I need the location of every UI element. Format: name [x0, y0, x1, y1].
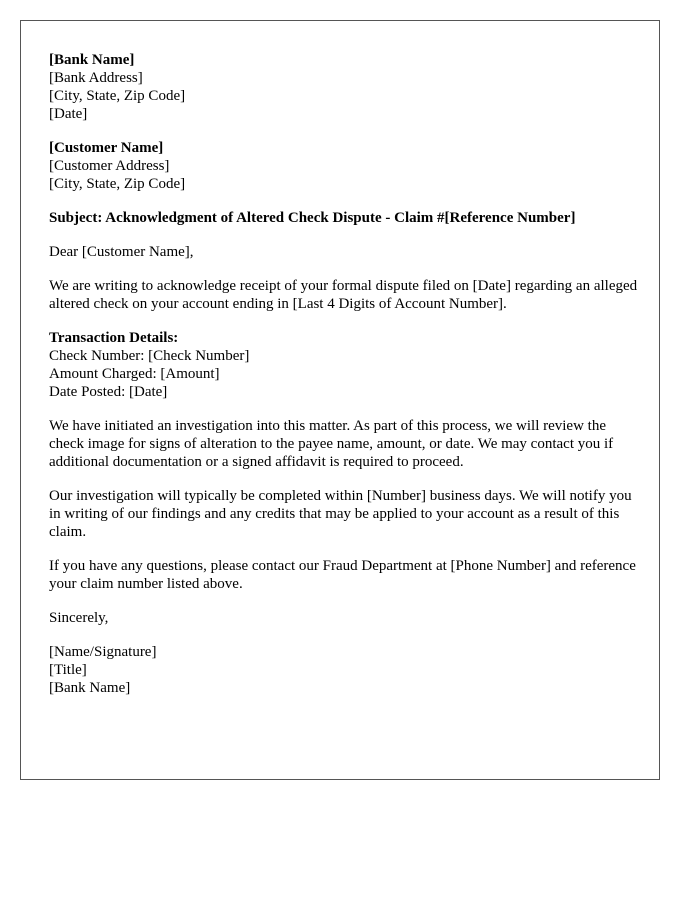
- paragraph-acknowledgment: We are writing to acknowledge receipt of your formal dispute filed on [Date] regarding an alleged altered check on your account ending in [Last 4 Digits of Account Number].: [49, 278, 638, 312]
- paragraph-timeline: Our investigation will typically be completed within [Number] business days. We will notify you in writing of our findings and any credits that may be applied to your account as a result of this claim.: [49, 488, 632, 540]
- sender-name: [Bank Name]: [49, 52, 135, 68]
- paragraph-investigation: We have initiated an investigation into this matter. As part of this process, we will review the check image for signs of alteration to the payee name, amount, or date. We may contact you if additional documentation or a signed affidavit is required to proceed.: [49, 418, 614, 470]
- subject-line: Subject: Acknowledgment of Altered Check Dispute - Claim #[Reference Number]: [49, 210, 576, 226]
- sender-city-state-zip: [City, State, Zip Code]: [49, 88, 186, 104]
- transaction-details: [49, 329, 639, 401]
- letter-date: [Date]: [49, 106, 88, 122]
- transaction-amount: Amount Charged: [Amount]: [49, 366, 220, 382]
- paragraph-contact: If you have any questions, please contact our Fraud Department at [Phone Number] and reference your claim number listed above.: [49, 558, 636, 592]
- signature-block: [49, 643, 639, 697]
- recipient-name: [Customer Name]: [49, 140, 164, 156]
- transaction-check-number: Check Number: [Check Number]: [49, 348, 250, 364]
- closing: Sincerely,: [49, 610, 109, 626]
- signature-bank: [Bank Name]: [49, 680, 131, 696]
- signature-name: [Name/Signature]: [49, 644, 157, 660]
- letter-page: [20, 20, 660, 780]
- letter-content: [49, 51, 639, 713]
- sender-address: [Bank Address]: [49, 70, 143, 86]
- signature-title: [Title]: [49, 662, 87, 678]
- recipient-city-state-zip: [City, State, Zip Code]: [49, 176, 186, 192]
- recipient-address: [Customer Address]: [49, 158, 170, 174]
- sender-block: [49, 51, 639, 123]
- transaction-heading: Transaction Details:: [49, 330, 179, 346]
- salutation: Dear [Customer Name],: [49, 244, 194, 260]
- transaction-date-posted: Date Posted: [Date]: [49, 384, 168, 400]
- recipient-block: [49, 139, 639, 193]
